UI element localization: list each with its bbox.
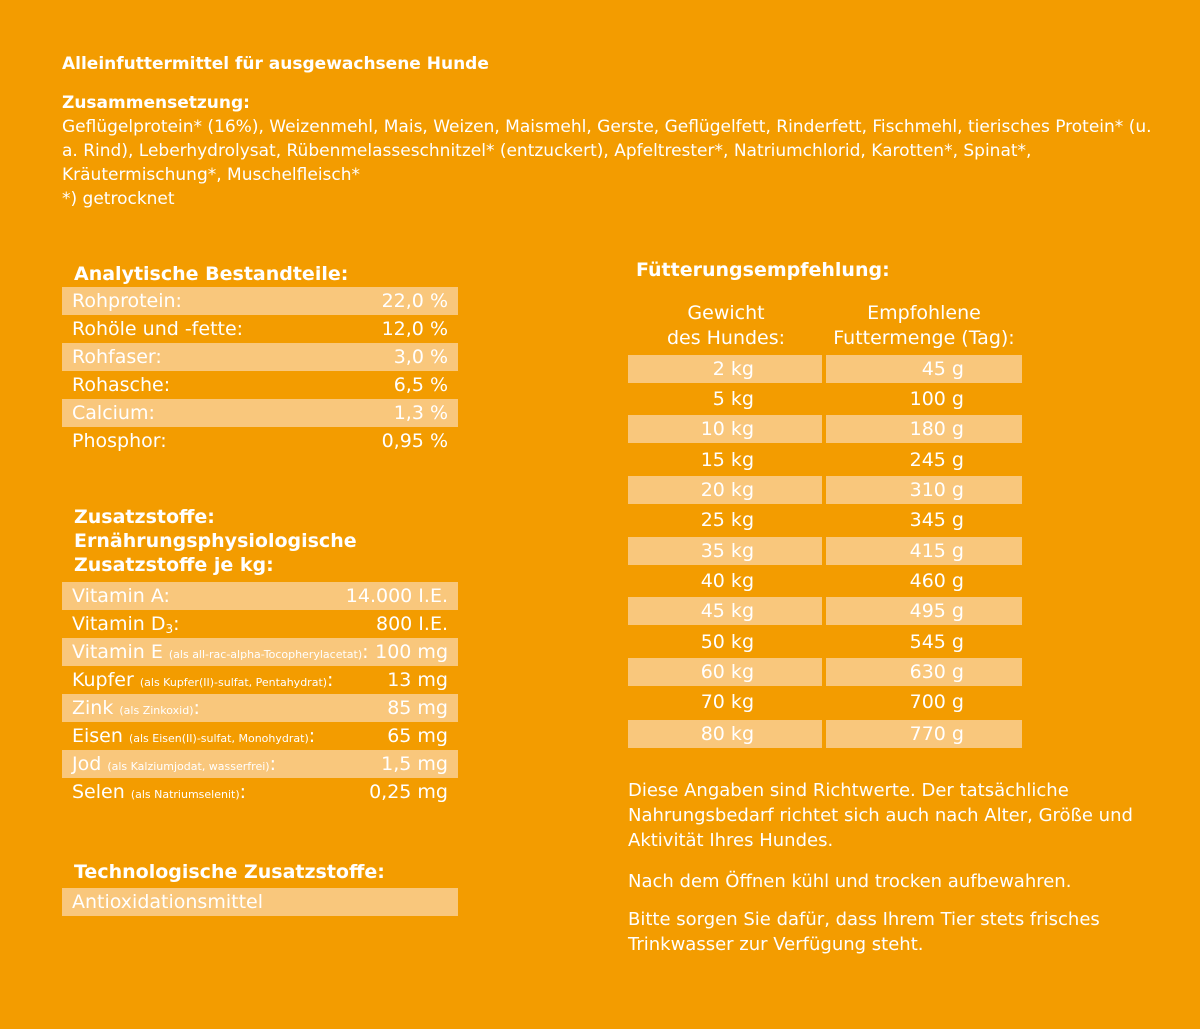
additive-value: 65 mg bbox=[387, 725, 448, 747]
feeding-weight-cell: 70 kg bbox=[700, 691, 754, 713]
composition-note: *) getrocknet bbox=[62, 189, 175, 209]
additive-label: Jod (als Kalziumjodat, wasserfrei): bbox=[72, 753, 276, 775]
feeding-weight-cell: 60 kg bbox=[628, 658, 822, 686]
additive-value: 13 mg bbox=[387, 669, 448, 691]
tech-value: Antioxidationsmittel bbox=[72, 891, 263, 913]
analytic-value: 1,3 % bbox=[393, 402, 448, 424]
composition-heading: Zusammensetzung: bbox=[62, 93, 250, 113]
additive-label: Eisen (als Eisen(II)-sulfat, Monohydrat): bbox=[72, 725, 316, 747]
feeding-amount-cell: 100 g bbox=[909, 388, 964, 410]
composition-text: Geflügelprotein* (16%), Weizenmehl, Mais, Weizen, Maismehl, Gerste, Geflügelfett, Rinderfett, Fischmehl, tierisches Protein* (u. a. Rind), Leberhydrolysat, Rübenmelasseschnitzel* (entzuckert), Apfeltrester*, Natriumchlorid, Karotten*, Spinat*, Kräutermischung*, Muschelfleisch* bbox=[62, 117, 1152, 185]
feeding-amount-cell: 415 g bbox=[826, 537, 1022, 565]
feeding-amount-cell: 460 g bbox=[909, 570, 964, 592]
analytic-label: Rohasche: bbox=[72, 374, 171, 396]
composition-block bbox=[62, 91, 1152, 211]
feeding-amount-cell: 180 g bbox=[826, 415, 1022, 443]
analytic-label: Rohöle und -fette: bbox=[72, 318, 244, 340]
additive-value: 85 mg bbox=[387, 697, 448, 719]
additive-label: Vitamin A: bbox=[72, 585, 170, 607]
tech-row bbox=[62, 888, 458, 916]
product-title: Alleinfuttermittel für ausgewachsene Hunde bbox=[62, 54, 489, 74]
additive-row bbox=[62, 722, 458, 750]
additive-value: 100 mg bbox=[375, 641, 448, 663]
feeding-amount-cell: 495 g bbox=[826, 597, 1022, 625]
analytic-row bbox=[62, 371, 458, 399]
feeding-weight-cell: 50 kg bbox=[700, 631, 754, 653]
feeding-col-weight-header: Gewicht des Hundes: bbox=[666, 302, 786, 349]
analytic-row bbox=[62, 315, 458, 343]
feeding-weight-cell: 20 kg bbox=[628, 476, 822, 504]
analytic-value: 6,5 % bbox=[393, 374, 448, 396]
feeding-amount-cell: 45 g bbox=[826, 355, 1022, 383]
analytic-label: Rohprotein: bbox=[72, 290, 182, 312]
feeding-weight-cell: 40 kg bbox=[700, 570, 754, 592]
feeding-weight-cell: 15 kg bbox=[700, 449, 754, 471]
analytic-row bbox=[62, 427, 458, 455]
additive-label: Zink (als Zinkoxid): bbox=[72, 697, 200, 719]
additive-row bbox=[62, 638, 458, 666]
additive-value: 1,5 mg bbox=[381, 753, 448, 775]
feeding-amount-cell: 630 g bbox=[826, 658, 1022, 686]
analytic-heading: Analytische Bestandteile: bbox=[74, 263, 349, 285]
feeding-amount-cell: 310 g bbox=[826, 476, 1022, 504]
additive-row bbox=[62, 694, 458, 722]
additive-label: Vitamin E (als all-rac-alpha-Tocopherylacetat): bbox=[72, 641, 369, 663]
additive-row bbox=[62, 582, 458, 610]
feeding-weight-cell: 10 kg bbox=[628, 415, 822, 443]
analytic-row bbox=[62, 343, 458, 371]
additive-value: 14.000 I.E. bbox=[345, 585, 448, 607]
analytic-label: Calcium: bbox=[72, 402, 155, 424]
additive-label: Kupfer (als Kupfer(II)-sulfat, Pentahydrat): bbox=[72, 669, 334, 691]
analytic-row bbox=[62, 399, 458, 427]
additive-row bbox=[62, 666, 458, 694]
note-guidance: Diese Angaben sind Richtwerte. Der tatsächliche Nahrungsbedarf richtet sich auch nach Alter, Größe und Aktivität Ihres Hundes. bbox=[628, 780, 1133, 851]
feeding-weight-cell: 80 kg bbox=[628, 720, 822, 748]
additive-label: Vitamin $D_3$: bbox=[72, 613, 180, 636]
feeding-heading: Fütterungsempfehlung: bbox=[636, 259, 890, 281]
additive-row bbox=[62, 778, 458, 806]
analytic-value: 22,0 % bbox=[381, 290, 448, 312]
note-water: Bitte sorgen Sie dafür, dass Ihrem Tier stets frisches Trinkwasser zur Verfügung steht. bbox=[628, 909, 1100, 955]
additives-heading-line: Ernährungsphysiologische bbox=[74, 530, 357, 552]
additives-heading bbox=[74, 505, 357, 577]
feeding-amount-cell: 700 g bbox=[909, 691, 964, 713]
analytic-value: 0,95 % bbox=[381, 430, 448, 452]
feeding-weight-cell: 2 kg bbox=[628, 355, 822, 383]
additive-value: 800 I.E. bbox=[376, 613, 448, 635]
note-storage: Nach dem Öffnen kühl und trocken aufbewahren. bbox=[628, 871, 1072, 892]
additive-row bbox=[62, 750, 458, 778]
analytic-row bbox=[62, 287, 458, 315]
feeding-weight-cell: 5 kg bbox=[712, 388, 754, 410]
analytic-value: 3,0 % bbox=[393, 346, 448, 368]
analytic-label: Rohfaser: bbox=[72, 346, 162, 368]
analytic-label: Phosphor: bbox=[72, 430, 167, 452]
tech-heading: Technologische Zusatzstoffe: bbox=[74, 861, 385, 883]
feeding-amount-cell: 245 g bbox=[909, 449, 964, 471]
feeding-weight-cell: 45 kg bbox=[628, 597, 822, 625]
additive-label: Selen (als Natriumselenit): bbox=[72, 781, 247, 803]
additives-heading-line: Zusatzstoffe: bbox=[74, 506, 215, 528]
feeding-amount-cell: 345 g bbox=[909, 509, 964, 531]
feeding-col-amount-header: Empfohlene Futtermenge (Tag): bbox=[833, 302, 1015, 349]
additive-row bbox=[62, 610, 458, 638]
feeding-weight-cell: 25 kg bbox=[700, 509, 754, 531]
feeding-weight-cell: 35 kg bbox=[628, 537, 822, 565]
analytic-value: 12,0 % bbox=[381, 318, 448, 340]
feeding-amount-cell: 770 g bbox=[826, 720, 1022, 748]
additives-heading-line: Zusatzstoffe je kg: bbox=[74, 554, 274, 576]
additive-value: 0,25 mg bbox=[369, 781, 448, 803]
feeding-amount-cell: 545 g bbox=[909, 631, 964, 653]
